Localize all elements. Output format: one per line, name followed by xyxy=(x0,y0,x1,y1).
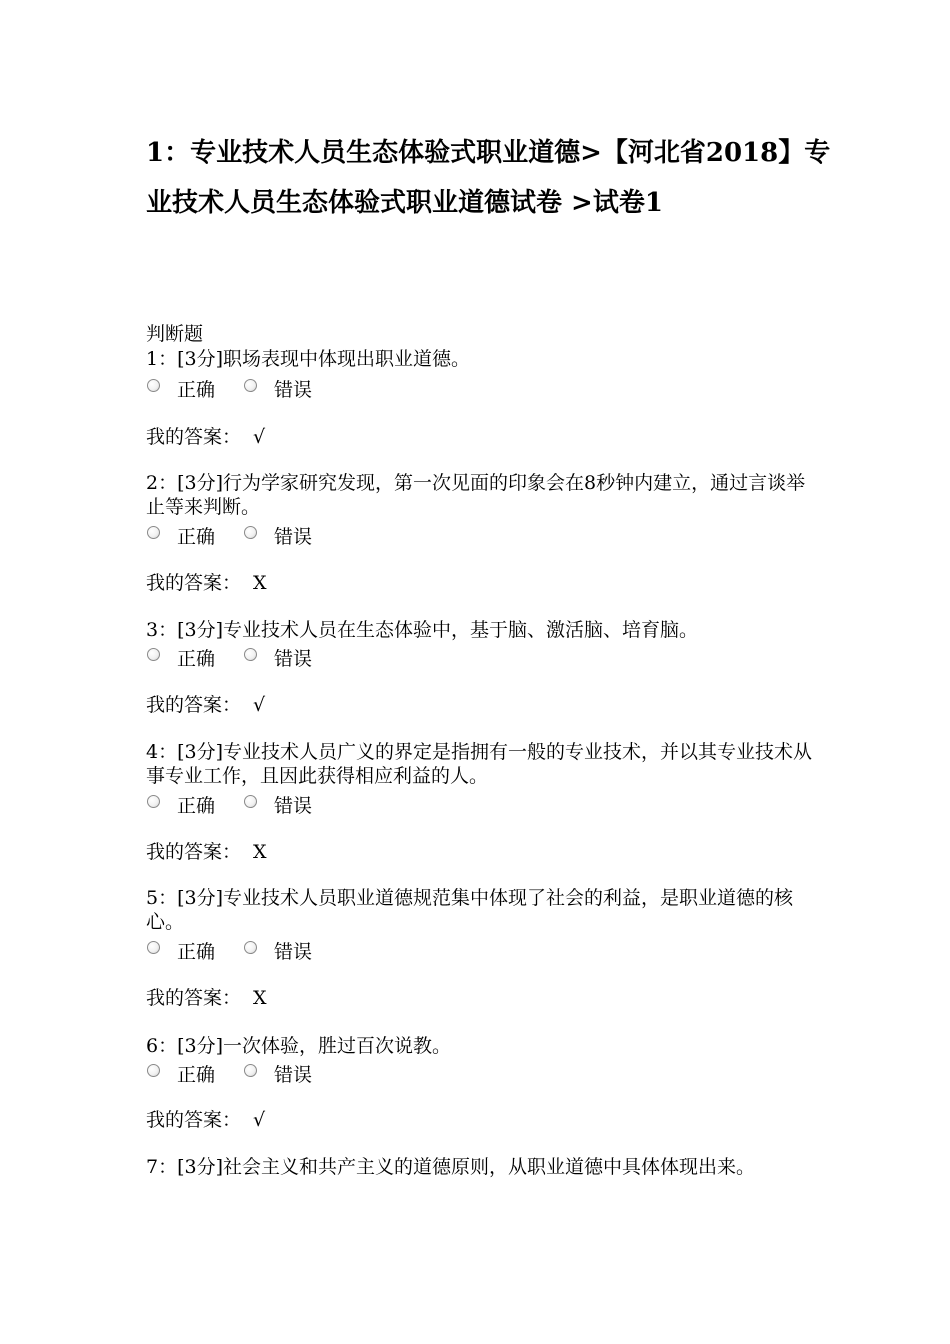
option-label: 正确 xyxy=(177,795,216,817)
my-answer xyxy=(146,1108,265,1132)
answer-label: 我的答案： xyxy=(146,426,242,448)
question-text: 3：[3分]专业技术人员在生态体验中，基于脑、激活脑、培育脑。 xyxy=(146,619,699,641)
answer-label: 我的答案： xyxy=(146,987,242,1009)
radio-icon[interactable] xyxy=(147,1064,160,1077)
radio-icon[interactable] xyxy=(147,648,160,661)
answer-label: 我的答案： xyxy=(146,1109,242,1131)
option-label: 正确 xyxy=(177,941,216,963)
answer-value: X xyxy=(253,572,267,594)
radio-icon[interactable] xyxy=(244,379,257,392)
answer-label: 我的答案： xyxy=(146,841,242,863)
question-text: 2：[3分]行为学家研究发现，第一次见面的印象会在8秒钟内建立，通过言谈举止等来判断。 xyxy=(146,472,806,518)
option-label: 正确 xyxy=(177,648,216,670)
answer-value: √ xyxy=(253,426,266,448)
radio-icon[interactable] xyxy=(147,941,160,954)
page-title: 1：专业技术人员生态体验式职业道德>【河北省2018】专业技术人员生态体验式职业道德试卷 >试卷1 xyxy=(146,138,831,218)
radio-icon[interactable] xyxy=(244,1064,257,1077)
option-label: 正确 xyxy=(177,1064,216,1086)
my-answer xyxy=(146,571,267,595)
radio-icon[interactable] xyxy=(244,941,257,954)
radio-icon[interactable] xyxy=(147,526,160,539)
my-answer xyxy=(146,693,265,717)
answer-value: X xyxy=(253,987,267,1009)
radio-icon[interactable] xyxy=(244,795,257,808)
answer-value: √ xyxy=(253,1109,266,1131)
question-text: 6：[3分]一次体验，胜过百次说教。 xyxy=(146,1035,452,1057)
radio-icon[interactable] xyxy=(147,795,160,808)
radio-icon[interactable] xyxy=(147,379,160,392)
option-label: 错误 xyxy=(274,795,313,817)
option-label: 错误 xyxy=(274,941,313,963)
answer-label: 我的答案： xyxy=(146,694,242,716)
my-answer xyxy=(146,425,265,449)
my-answer xyxy=(146,986,267,1010)
section-heading: 判断题 xyxy=(146,323,204,345)
answer-value: √ xyxy=(253,694,266,716)
question-text: 4：[3分]专业技术人员广义的界定是指拥有一般的专业技术，并以其专业技术从事专业工作，且因此获得相应利益的人。 xyxy=(146,741,813,787)
answer-label: 我的答案： xyxy=(146,572,242,594)
radio-icon[interactable] xyxy=(244,648,257,661)
option-label: 错误 xyxy=(274,1064,313,1086)
option-label: 正确 xyxy=(177,526,216,548)
question-text: 5：[3分]专业技术人员职业道德规范集中体现了社会的利益，是职业道德的核心。 xyxy=(146,887,794,933)
radio-icon[interactable] xyxy=(244,526,257,539)
option-label: 错误 xyxy=(274,648,313,670)
question-text: 7：[3分]社会主义和共产主义的道德原则，从职业道德中具体体现出来。 xyxy=(146,1156,756,1178)
option-label: 错误 xyxy=(274,379,313,401)
answer-value: X xyxy=(253,841,267,863)
my-answer xyxy=(146,840,267,864)
option-label: 错误 xyxy=(274,526,313,548)
question-text: 1：[3分]职场表现中体现出职业道德。 xyxy=(146,348,471,370)
option-label: 正确 xyxy=(177,379,216,401)
